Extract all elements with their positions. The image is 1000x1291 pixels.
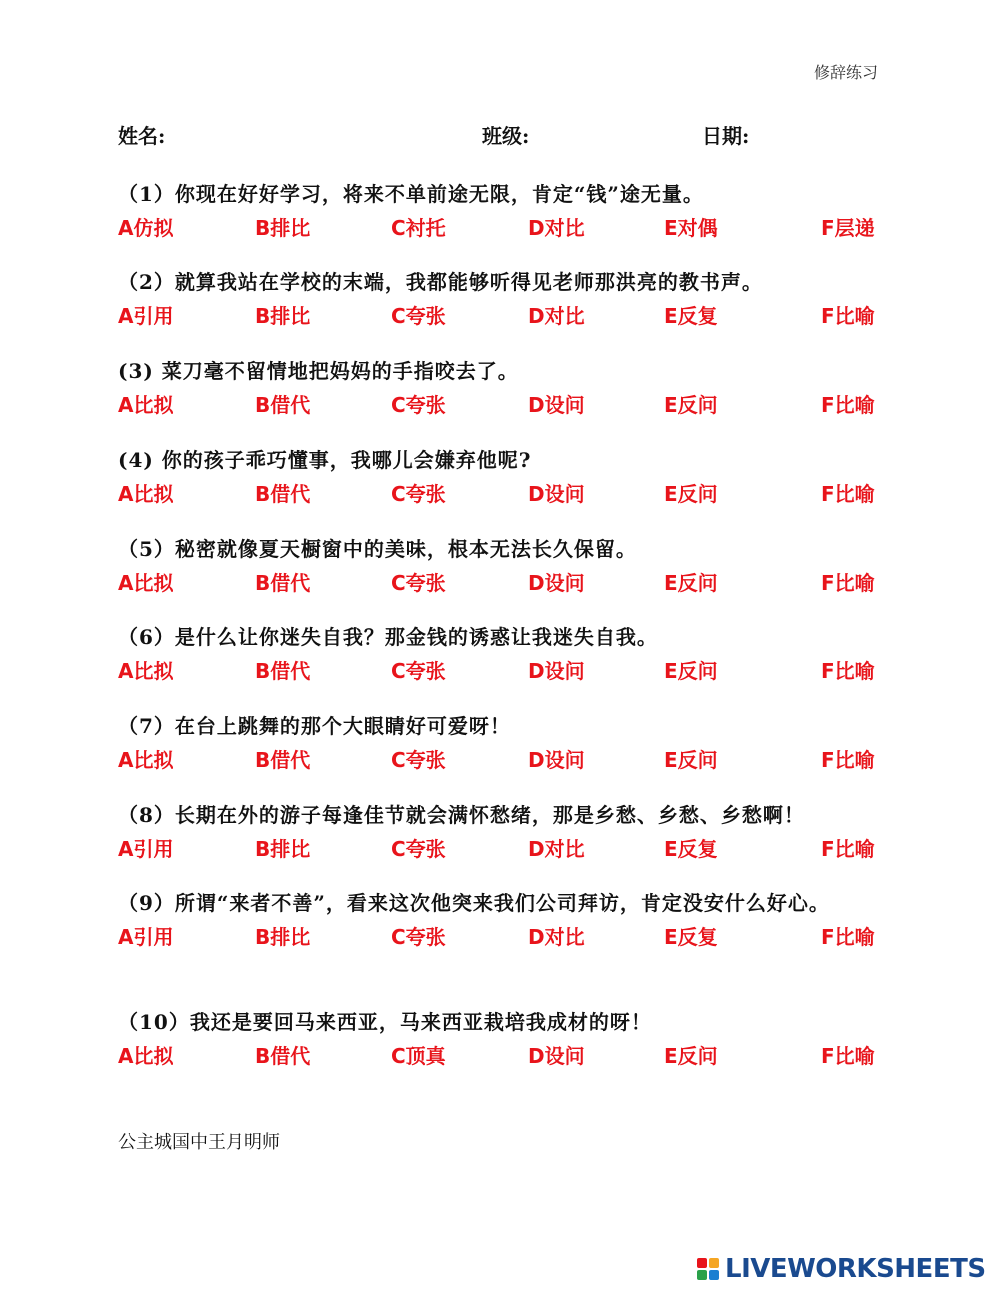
answer-option[interactable]: B借代	[255, 571, 311, 595]
answer-option[interactable]: D对比	[528, 304, 585, 328]
answer-option[interactable]: E反问	[664, 1044, 718, 1068]
liveworksheets-logo	[697, 1254, 986, 1284]
question-text: （1）你现在好好学习，将来不单前途无限，肯定“钱”途无量。	[118, 182, 704, 206]
answer-option[interactable]: D设问	[528, 1044, 585, 1068]
answer-option[interactable]: C夸张	[391, 748, 446, 772]
answer-option[interactable]: D设问	[528, 393, 585, 417]
answer-option[interactable]: D设问	[528, 659, 585, 683]
answer-option[interactable]: E反问	[664, 393, 718, 417]
answer-option[interactable]: D设问	[528, 482, 585, 506]
answer-option[interactable]: F比喻	[821, 748, 875, 772]
teacher-credit: 公主城国中王月明师	[118, 1132, 280, 1153]
answer-option[interactable]: F比喻	[821, 393, 875, 417]
question-text: (3) 菜刀毫不留情地把妈妈的手指咬去了。	[118, 359, 519, 383]
answer-option[interactable]: E反复	[664, 925, 718, 949]
answer-option[interactable]: A比拟	[118, 571, 174, 595]
question-text: (4) 你的孩子乖巧懂事，我哪儿会嫌弃他呢?	[118, 448, 532, 472]
answer-options	[118, 567, 888, 595]
student-info-row	[118, 120, 878, 148]
answer-option[interactable]: B排比	[255, 216, 311, 240]
answer-option[interactable]: E反问	[664, 571, 718, 595]
question-block	[118, 799, 888, 861]
answer-option[interactable]: A引用	[118, 837, 174, 861]
answer-option[interactable]: B借代	[255, 482, 311, 506]
answer-options	[118, 921, 888, 949]
answer-option[interactable]: B排比	[255, 304, 311, 328]
answer-option[interactable]: B借代	[255, 659, 311, 683]
date-label: 日期:	[702, 124, 750, 148]
answer-option[interactable]: E反问	[664, 748, 718, 772]
answer-option[interactable]: F比喻	[821, 304, 875, 328]
answer-options	[118, 744, 888, 772]
answer-option[interactable]: D设问	[528, 748, 585, 772]
answer-option[interactable]: C顶真	[391, 1044, 446, 1068]
question-block	[118, 355, 888, 417]
answer-option[interactable]: C夸张	[391, 393, 446, 417]
logo-blocks-icon	[697, 1258, 719, 1280]
question-block	[118, 444, 888, 506]
answer-option[interactable]: A比拟	[118, 393, 174, 417]
answer-option[interactable]: A比拟	[118, 659, 174, 683]
answer-option[interactable]: D对比	[528, 837, 585, 861]
question-text: （2）就算我站在学校的末端，我都能够听得见老师那洪亮的教书声。	[118, 270, 763, 294]
answer-option[interactable]: B排比	[255, 925, 311, 949]
answer-options	[118, 389, 888, 417]
question-text: （9）所谓“来者不善”，看来这次他突来我们公司拜访，肯定没安什么好心。	[118, 891, 830, 915]
answer-option[interactable]: B借代	[255, 748, 311, 772]
answer-option[interactable]: F比喻	[821, 1044, 875, 1068]
question-block	[118, 710, 888, 772]
name-label: 姓名:	[118, 124, 166, 148]
answer-option[interactable]: D对比	[528, 216, 585, 240]
answer-option[interactable]: B借代	[255, 393, 311, 417]
answer-option[interactable]: C夸张	[391, 925, 446, 949]
answer-options	[118, 300, 888, 328]
answer-option[interactable]: F比喻	[821, 925, 875, 949]
answer-options	[118, 212, 888, 240]
class-label: 班级:	[482, 124, 530, 148]
answer-option[interactable]: E反问	[664, 482, 718, 506]
answer-option[interactable]: E反问	[664, 659, 718, 683]
answer-option[interactable]: A仿拟	[118, 216, 174, 240]
question-text: （6）是什么让你迷失自我？那金钱的诱惑让我迷失自我。	[118, 625, 658, 649]
question-block	[118, 266, 888, 328]
question-text: （10）我还是要回马来西亚，马来西亚栽培我成材的呀！	[118, 1010, 652, 1034]
question-block	[118, 621, 888, 683]
answer-option[interactable]: A引用	[118, 304, 174, 328]
answer-option[interactable]: B排比	[255, 837, 311, 861]
answer-option[interactable]: C衬托	[391, 216, 446, 240]
answer-option[interactable]: C夸张	[391, 659, 446, 683]
answer-option[interactable]: F比喻	[821, 571, 875, 595]
question-block	[118, 887, 888, 949]
answer-option[interactable]: F比喻	[821, 837, 875, 861]
answer-option[interactable]: F比喻	[821, 659, 875, 683]
answer-option[interactable]: B借代	[255, 1044, 311, 1068]
question-text: （5）秘密就像夏天橱窗中的美味，根本无法长久保留。	[118, 537, 637, 561]
answer-option[interactable]: C夸张	[391, 304, 446, 328]
answer-option[interactable]: E反复	[664, 837, 718, 861]
answer-options	[118, 478, 888, 506]
answer-option[interactable]: D对比	[528, 925, 585, 949]
question-block	[118, 533, 888, 595]
answer-option[interactable]: A比拟	[118, 482, 174, 506]
answer-options	[118, 833, 888, 861]
question-block	[118, 1006, 888, 1068]
question-text: （7）在台上跳舞的那个大眼睛好可爱呀！	[118, 714, 511, 738]
answer-options	[118, 655, 888, 683]
answer-option[interactable]: A比拟	[118, 748, 174, 772]
brand-text: LIVEWORKSHEETS	[725, 1254, 986, 1284]
question-block	[118, 178, 888, 240]
answer-option[interactable]: C夸张	[391, 482, 446, 506]
answer-option[interactable]: A比拟	[118, 1044, 174, 1068]
answer-option[interactable]: E对偶	[664, 216, 718, 240]
answer-option[interactable]: D设问	[528, 571, 585, 595]
answer-option[interactable]: F比喻	[821, 482, 875, 506]
question-text: （8）长期在外的游子每逢佳节就会满怀愁绪，那是乡愁、乡愁、乡愁啊！	[118, 803, 805, 827]
answer-option[interactable]: E反复	[664, 304, 718, 328]
answer-option[interactable]: C夸张	[391, 571, 446, 595]
answer-option[interactable]: A引用	[118, 925, 174, 949]
answer-option[interactable]: C夸张	[391, 837, 446, 861]
answer-options	[118, 1040, 888, 1068]
answer-option[interactable]: F层递	[821, 216, 875, 240]
worksheet-title: 修辞练习	[813, 63, 878, 82]
